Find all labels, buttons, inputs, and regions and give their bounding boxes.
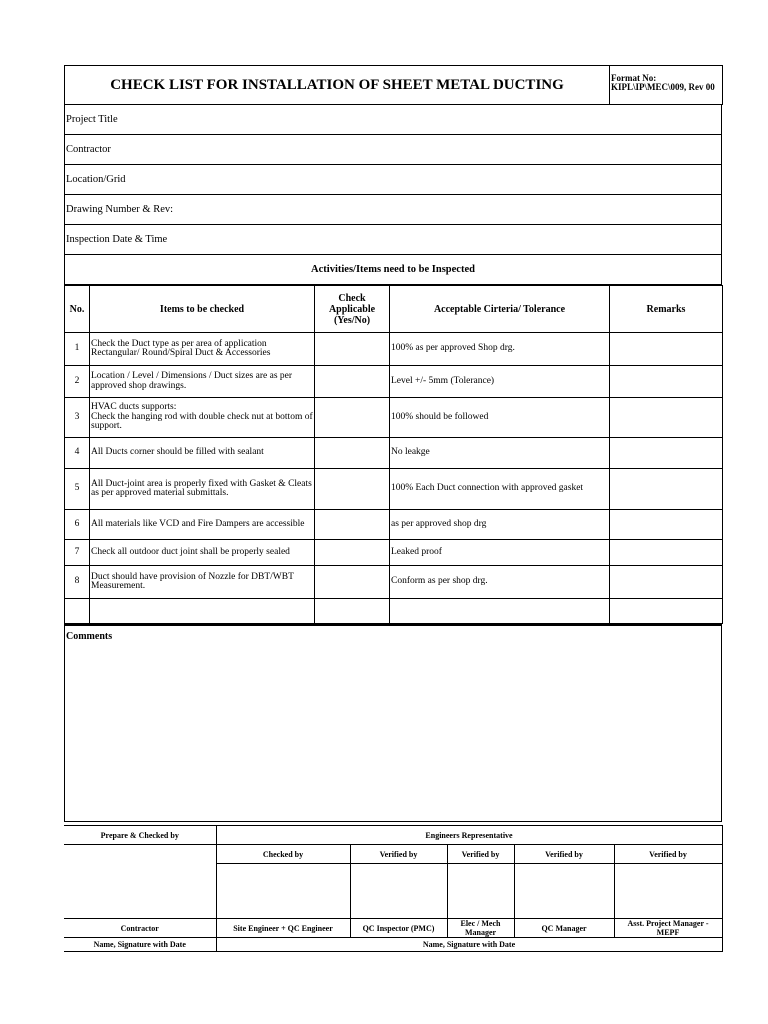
table-row <box>65 366 723 398</box>
position-qc-manager: QC Manager <box>514 919 614 938</box>
row-remarks-cell[interactable] <box>610 510 723 540</box>
row-item: All Ducts corner should be filled with sealant <box>90 438 315 469</box>
row-number: 2 <box>65 366 90 398</box>
signoff-table <box>64 825 723 952</box>
row-criteria: Leaked proof <box>390 540 610 566</box>
row-check-cell[interactable] <box>315 599 390 624</box>
table-row <box>65 333 723 366</box>
row-remarks-cell[interactable] <box>610 566 723 599</box>
row-criteria: Level +/- 5mm (Tolerance) <box>390 366 610 398</box>
col-check-header <box>315 286 390 333</box>
section-title: Activities/Items need to be Inspected <box>65 255 722 285</box>
row-number: 4 <box>65 438 90 469</box>
table-header-row <box>65 286 723 333</box>
row-item: Check the Duct type as per area of application Rectangular/ Round/Spiral Duct & Accessories <box>90 333 315 366</box>
row-item: All Duct-joint area is properly fixed with Gasket & Cleats as per approved material submittals. <box>90 469 315 510</box>
name-signature-left: Name, Signature with Date <box>64 938 216 952</box>
row-remarks-cell[interactable] <box>610 333 723 366</box>
table-row <box>65 469 723 510</box>
col-no-header: No. <box>65 286 90 333</box>
col-check-line1: Check <box>338 292 366 304</box>
prepare-checked-label: Prepare & Checked by <box>64 826 216 845</box>
row-check-cell[interactable] <box>315 438 390 469</box>
table-row <box>65 540 723 566</box>
engineers-rep-label: Engineers Representative <box>216 826 722 845</box>
row-number: 5 <box>65 469 90 510</box>
table-row <box>65 566 723 599</box>
signature-cell[interactable] <box>350 864 447 919</box>
role-verified-by-1: Verified by <box>350 845 447 864</box>
signature-cell[interactable] <box>447 864 514 919</box>
format-label: Format No: <box>611 73 657 83</box>
inspection-date-field[interactable]: Inspection Date & Time <box>65 225 722 255</box>
row-remarks-cell[interactable] <box>610 469 723 510</box>
row-item: Check all outdoor duct joint shall be properly sealed <box>90 540 315 566</box>
location-grid-field[interactable]: Location/Grid <box>65 165 722 195</box>
header-table <box>64 65 723 105</box>
drawing-number-field[interactable]: Drawing Number & Rev: <box>65 195 722 225</box>
row-criteria: as per approved shop drg <box>390 510 610 540</box>
table-row <box>65 438 723 469</box>
project-title-field[interactable]: Project Title <box>65 105 722 135</box>
position-site-engineer: Site Engineer + QC Engineer <box>216 919 350 938</box>
info-table <box>64 105 722 285</box>
role-verified-by-2: Verified by <box>447 845 514 864</box>
format-number <box>610 66 723 105</box>
row-criteria: 100% Each Duct connection with approved gasket <box>390 469 610 510</box>
inspection-table <box>64 285 723 624</box>
row-item: HVAC ducts supports: Check the hanging rod with double check nut at bottom of support. <box>90 398 315 438</box>
comments-box[interactable] <box>64 624 722 822</box>
col-check-line2: Applicable <box>328 303 376 315</box>
row-criteria-empty[interactable] <box>390 599 610 624</box>
document-title: CHECK LIST FOR INSTALLATION OF SHEET METAL DUCTING <box>65 66 610 105</box>
format-value: KIPL\IP\MEC\009, Rev 00 <box>611 82 715 92</box>
table-row-empty <box>65 599 723 624</box>
row-check-cell[interactable] <box>315 366 390 398</box>
signature-cell[interactable] <box>514 864 614 919</box>
row-remarks-cell[interactable] <box>610 438 723 469</box>
row-check-cell[interactable] <box>315 540 390 566</box>
row-remarks-cell[interactable] <box>610 599 723 624</box>
row-remarks-cell[interactable] <box>610 398 723 438</box>
contractor-label: Contractor <box>64 919 216 938</box>
position-elec-mech-manager: Elec / Mech Manager <box>447 919 514 938</box>
position-asst-project-manager: Asst. Project Manager - MEPF <box>614 919 722 938</box>
row-number: 6 <box>65 510 90 540</box>
contractor-field[interactable]: Contractor <box>65 135 722 165</box>
row-item: Duct should have provision of Nozzle for DBT/WBT Measurement. <box>90 566 315 599</box>
row-item: All materials like VCD and Fire Dampers are accessible <box>90 510 315 540</box>
row-check-cell[interactable] <box>315 398 390 438</box>
checklist-sheet <box>64 65 722 822</box>
role-verified-by-3: Verified by <box>514 845 614 864</box>
row-check-cell[interactable] <box>315 510 390 540</box>
row-remarks-cell[interactable] <box>610 366 723 398</box>
position-qc-inspector: QC Inspector (PMC) <box>350 919 447 938</box>
row-criteria: 100% should be followed <box>390 398 610 438</box>
row-check-cell[interactable] <box>315 566 390 599</box>
col-criteria-header: Acceptable Cirteria/ Tolerance <box>390 286 610 333</box>
row-check-cell[interactable] <box>315 333 390 366</box>
contractor-signature-area[interactable] <box>64 845 216 919</box>
signature-cell[interactable] <box>216 864 350 919</box>
row-criteria: Conform as per shop drg. <box>390 566 610 599</box>
signature-cell[interactable] <box>614 864 722 919</box>
row-check-cell[interactable] <box>315 469 390 510</box>
table-row <box>65 398 723 438</box>
col-items-header: Items to be checked <box>90 286 315 333</box>
comments-label: Comments <box>66 631 113 642</box>
table-row <box>65 510 723 540</box>
row-number: 3 <box>65 398 90 438</box>
row-number: 8 <box>65 566 90 599</box>
col-check-line3: (Yes/No) <box>333 314 371 326</box>
row-number-empty <box>65 599 90 624</box>
row-item: Location / Level / Dimensions / Duct sizes are as per approved shop drawings. <box>90 366 315 398</box>
row-criteria: No leakge <box>390 438 610 469</box>
row-criteria: 100% as per approved Shop drg. <box>390 333 610 366</box>
row-number: 7 <box>65 540 90 566</box>
row-number: 1 <box>65 333 90 366</box>
name-signature-right: Name, Signature with Date <box>216 938 722 952</box>
role-checked-by: Checked by <box>216 845 350 864</box>
row-item-empty[interactable] <box>90 599 315 624</box>
role-verified-by-4: Verified by <box>614 845 722 864</box>
col-remarks-header: Remarks <box>610 286 723 333</box>
row-remarks-cell[interactable] <box>610 540 723 566</box>
